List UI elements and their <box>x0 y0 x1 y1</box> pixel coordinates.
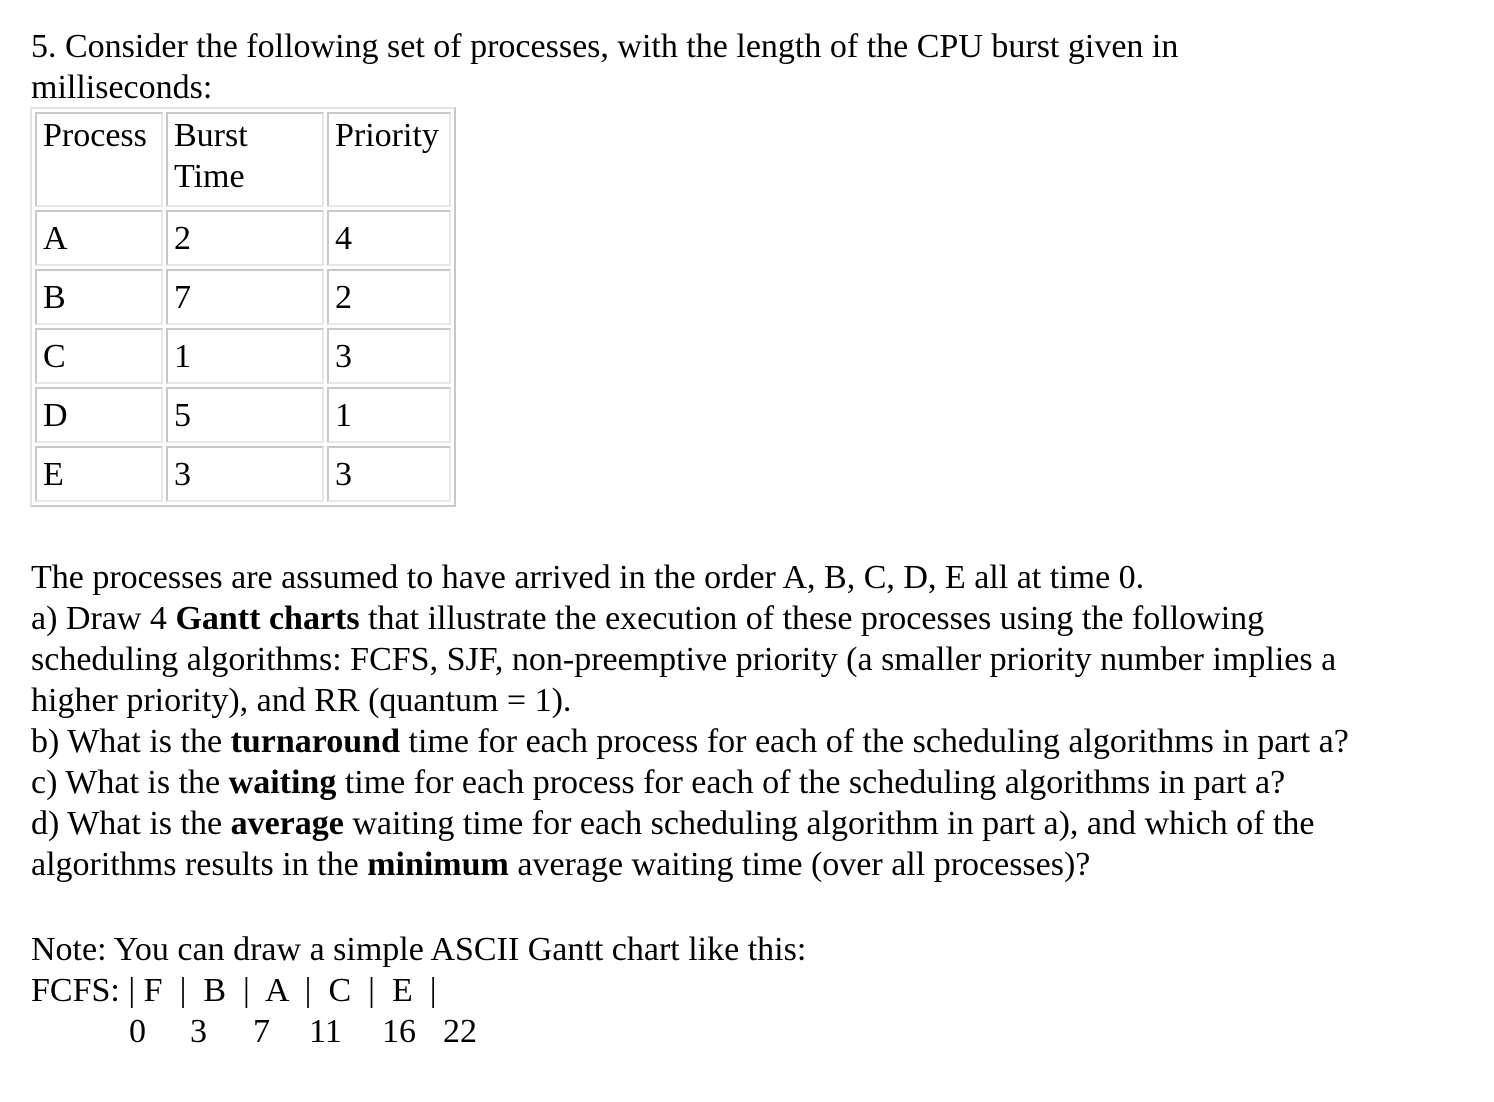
part-b-prefix: b) What is the <box>31 723 231 760</box>
table-row <box>35 210 451 266</box>
part-a-line-2: scheduling algorithms: FCFS, SJF, non-preemptive priority (a smaller priority number implies a <box>31 641 1337 678</box>
cell-priority: 1 <box>327 387 451 443</box>
table-row <box>35 269 451 325</box>
header-burst-time <box>166 112 324 207</box>
cell-process: B <box>35 269 163 325</box>
cell-process: D <box>35 387 163 443</box>
gantt-time: 11 <box>309 1013 342 1050</box>
gantt-example-bars: FCFS: | F | B | A | C | E | <box>31 972 437 1009</box>
table-header-row <box>35 112 451 207</box>
table-row <box>35 446 451 502</box>
part-d-line2-bold: minimum <box>367 846 509 883</box>
cell-process: E <box>35 446 163 502</box>
header-process: Process <box>35 112 163 207</box>
cell-burst: 3 <box>166 446 324 502</box>
part-b-bold: turnaround <box>230 723 400 760</box>
header-time: Time <box>174 158 245 195</box>
cell-priority: 2 <box>327 269 451 325</box>
part-c <box>31 762 1349 803</box>
part-c-suffix: time for each process for each of the scheduling algorithms in part a? <box>336 764 1286 801</box>
cell-burst: 1 <box>166 328 324 384</box>
part-a-bold: Gantt charts <box>175 600 360 637</box>
part-d-prefix: d) What is the <box>31 805 231 842</box>
part-d-bold: average <box>230 805 344 842</box>
note-text: Note: You can draw a simple ASCII Gantt chart like this: <box>31 931 807 968</box>
table-row <box>35 328 451 384</box>
part-a-line-3: higher priority), and RR (quantum = 1). <box>31 682 572 719</box>
gantt-time: 7 <box>253 1013 270 1050</box>
cell-priority: 3 <box>327 328 451 384</box>
part-d-line2-prefix: algorithms results in the <box>31 846 368 883</box>
part-a-prefix: a) Draw 4 <box>31 600 176 637</box>
gantt-time: 0 <box>129 1013 146 1050</box>
question-parts <box>31 557 1349 885</box>
arrival-text: The processes are assumed to have arrived in the order A, B, C, D, E all at time 0. <box>31 559 1145 596</box>
part-d-line-1 <box>31 803 1349 844</box>
question-intro <box>31 26 1178 108</box>
part-b <box>31 721 1349 762</box>
question-line-1: 5. Consider the following set of processes, with the length of the CPU burst given in <box>31 28 1179 65</box>
gantt-time: 22 <box>443 1013 477 1050</box>
cell-burst: 7 <box>166 269 324 325</box>
part-d-line2-suffix: average waiting time (over all processes)? <box>508 846 1091 883</box>
note-section <box>31 929 806 1052</box>
gantt-time: 16 <box>382 1013 416 1050</box>
cell-process: A <box>35 210 163 266</box>
cell-priority: 3 <box>327 446 451 502</box>
part-c-prefix: c) What is the <box>31 764 229 801</box>
gantt-example-times <box>31 1011 806 1052</box>
part-b-suffix: time for each process for each of the scheduling algorithms in part a? <box>400 723 1349 760</box>
table-row <box>35 387 451 443</box>
cell-burst: 5 <box>166 387 324 443</box>
cell-burst: 2 <box>166 210 324 266</box>
question-line-2: milliseconds: <box>31 69 213 106</box>
header-priority: Priority <box>327 112 451 207</box>
cell-priority: 4 <box>327 210 451 266</box>
header-burst: Burst <box>174 117 248 154</box>
process-table <box>30 107 456 507</box>
part-d-suffix: waiting time for each scheduling algorithm in part a), and which of the <box>343 805 1315 842</box>
part-d-line-2 <box>31 844 1349 885</box>
cell-process: C <box>35 328 163 384</box>
part-a-line-1 <box>31 598 1349 639</box>
part-a-suffix: that illustrate the execution of these processes using the following <box>359 600 1265 637</box>
part-c-bold: waiting <box>228 764 337 801</box>
gantt-time: 3 <box>190 1013 207 1050</box>
